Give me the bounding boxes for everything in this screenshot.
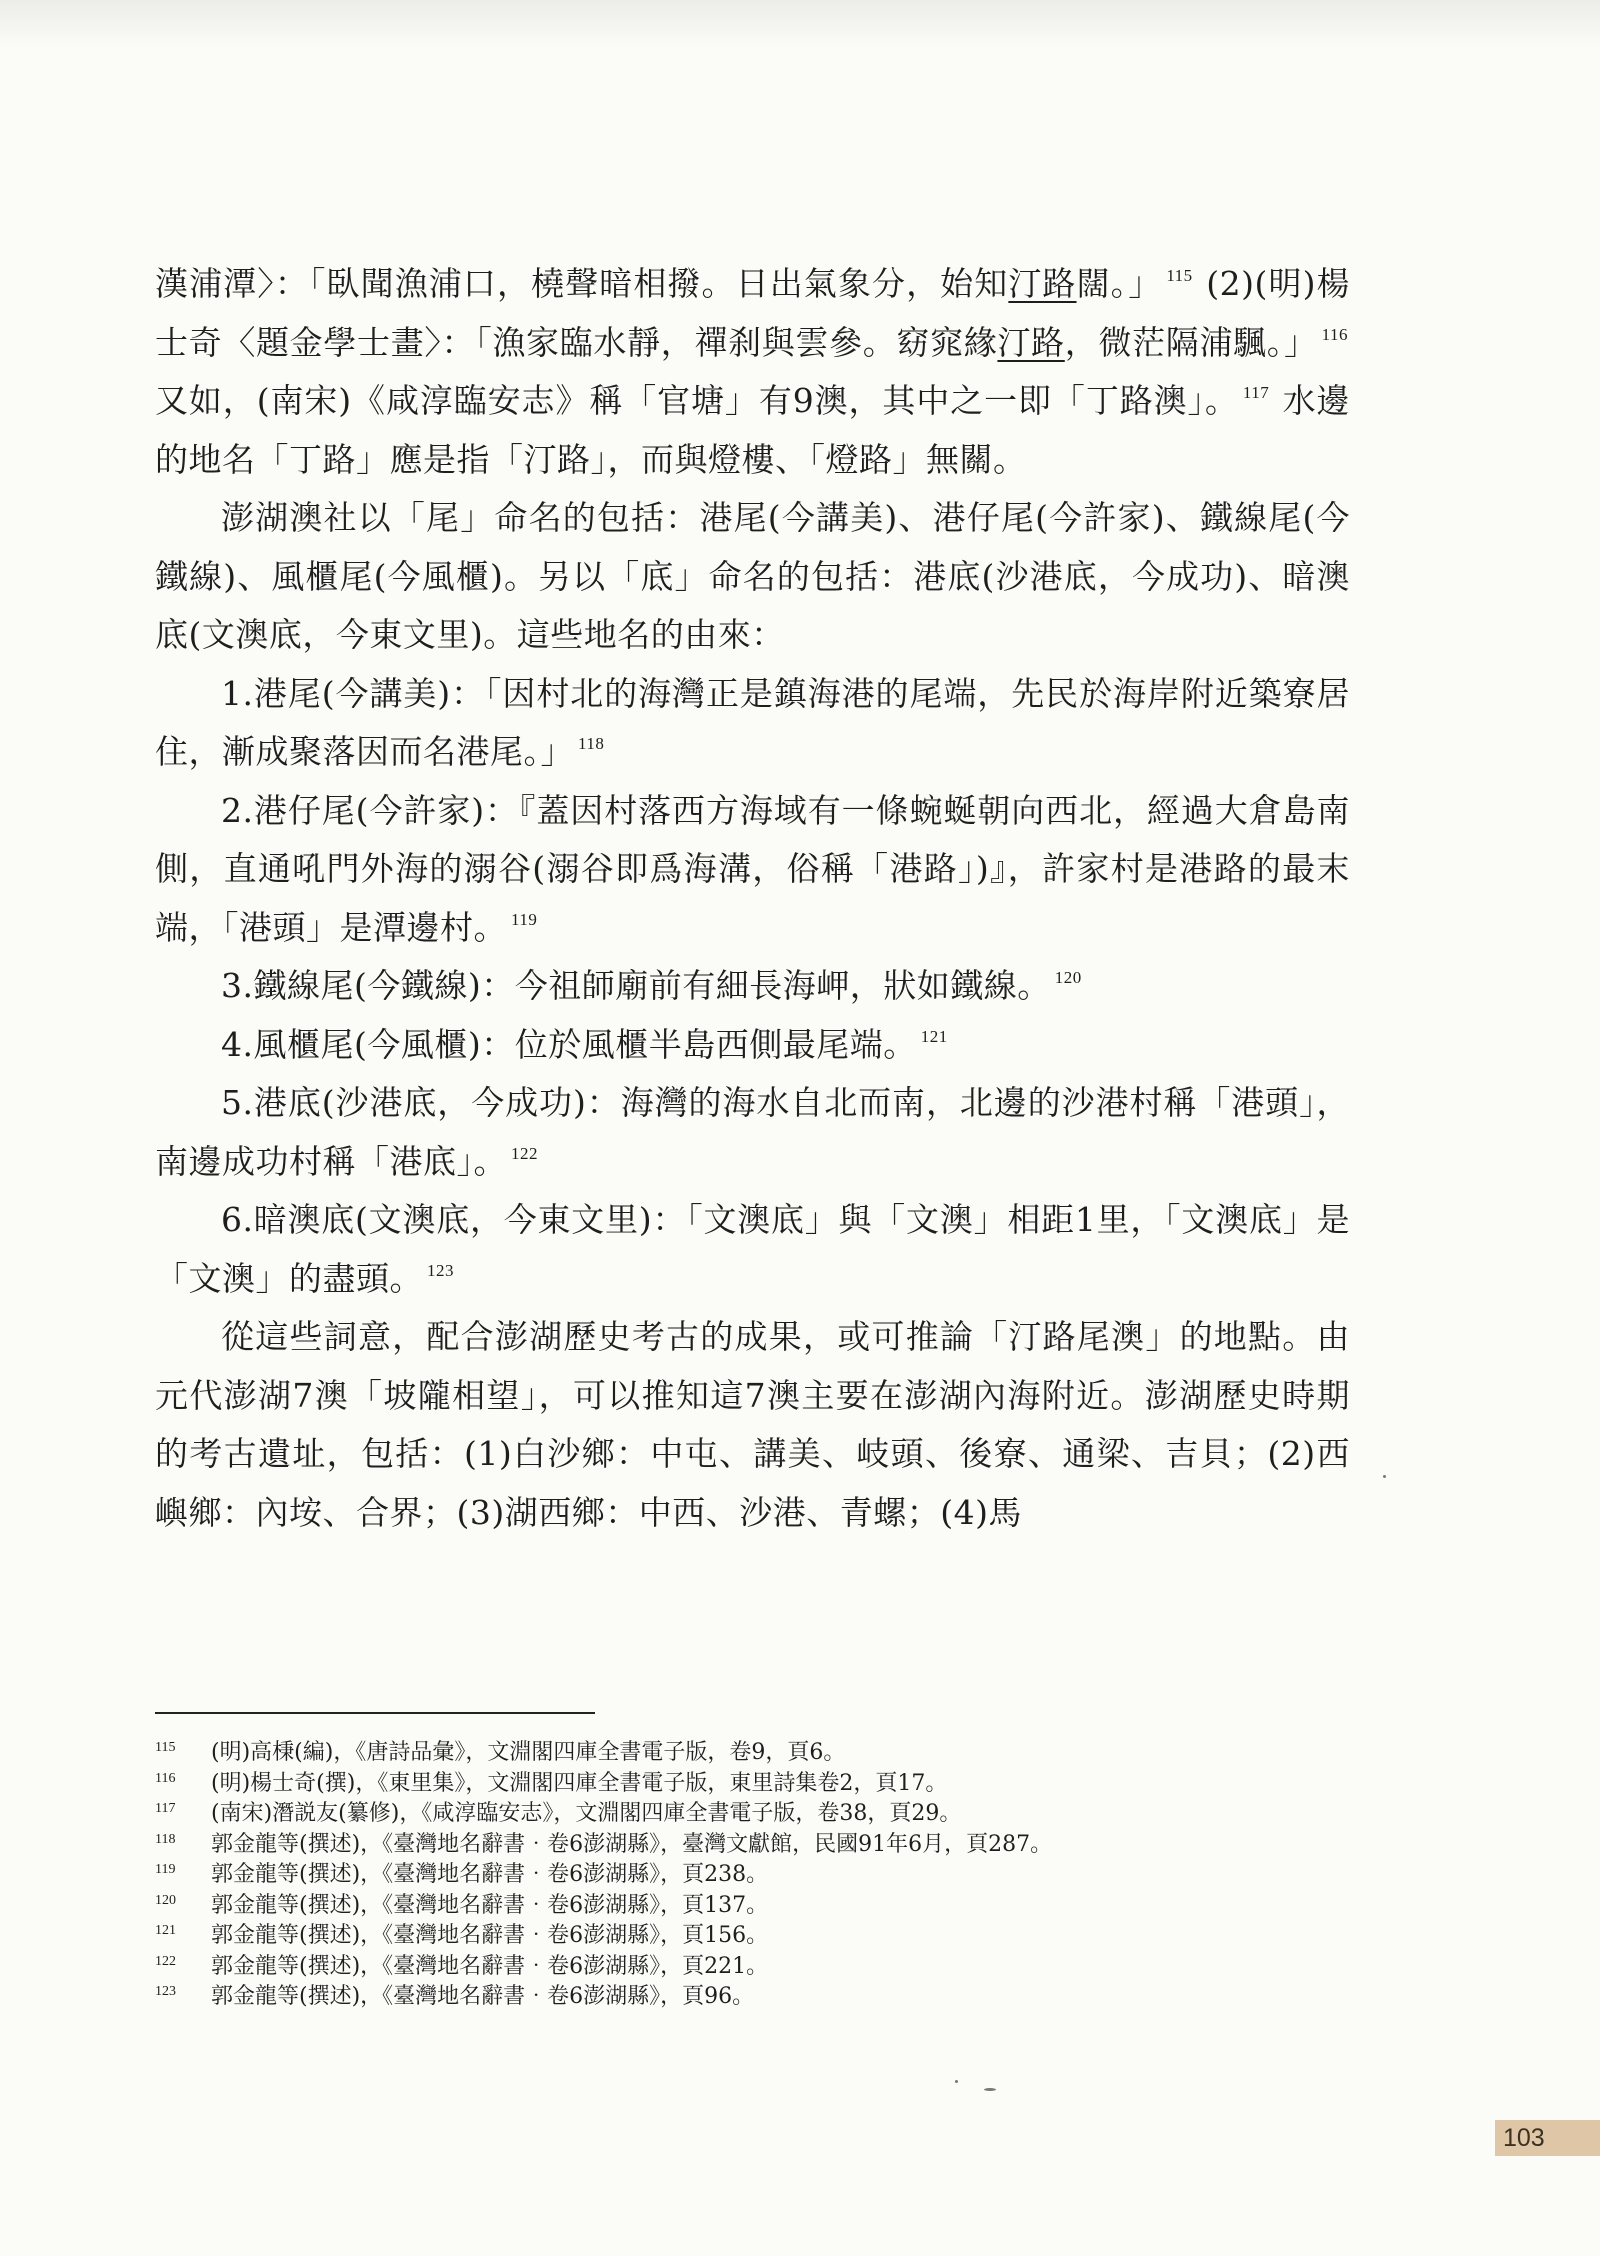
footnote	[155, 1891, 1350, 1922]
footnote-ref: 116	[1321, 324, 1349, 344]
text-run: 6.暗澳底(文澳底，今東文里)：「文澳底」與「文澳」相距1里，「文澳底」是「文澳」的盡頭。	[155, 1200, 1350, 1298]
footnote-ref: 123	[427, 1260, 454, 1280]
footnote-text: (明)高棅(編)，《唐詩品彙》，文淵閣四庫全書電子版，卷9，頁6。	[211, 1740, 846, 1765]
paragraph	[155, 1308, 1350, 1542]
underlined-term: 汀路	[997, 322, 1065, 362]
footnote-number: 122	[155, 1953, 176, 1969]
list-item	[155, 1016, 1350, 1075]
page-number: 103	[1503, 2124, 1545, 2152]
footnote-number: 118	[155, 1831, 176, 1847]
footnote-number: 116	[155, 1770, 176, 1786]
text-run: 水邊的地名「丁路」應是指「汀路」，而與燈樓、「燈路」無關。	[155, 381, 1350, 479]
footnote	[155, 1860, 1350, 1891]
list-item	[155, 782, 1350, 958]
footnote	[155, 1982, 1350, 2013]
footnote-ref: 117	[1242, 383, 1270, 402]
footnote-number: 123	[155, 1984, 176, 1999]
text-run: 5.港底(沙港底，今成功)：海灣的海水自北而南，北邊的沙港村稱「港頭」，南邊成功村稱「港底」。	[155, 1083, 1350, 1181]
text-run: 漢浦潭〉：「臥聞漁浦口，橈聲暗相撥。日出氣象分，始知	[155, 264, 1009, 303]
footnote-separator	[155, 1712, 595, 1714]
footnote-number: 115	[155, 1740, 176, 1755]
footnote-number: 120	[155, 1892, 176, 1908]
scan-speck	[955, 2080, 958, 2083]
footnote-text: 郭金龍等(撰述)，《臺灣地名辭書‧卷6澎湖縣》，頁221。	[211, 1953, 769, 1979]
footnote-text: 郭金龍等(撰述)，《臺灣地名辭書‧卷6澎湖縣》，頁96。	[211, 1984, 755, 2009]
footnote-number: 121	[155, 1923, 176, 1938]
footnote	[155, 1830, 1350, 1861]
footnote-text: 郭金龍等(撰述)，《臺灣地名辭書‧卷6澎湖縣》，頁156。	[211, 1923, 769, 1948]
footnote-number: 119	[155, 1862, 176, 1877]
footnote-text: (明)楊士奇(撰)，《東里集》，文淵閣四庫全書電子版，東里詩集卷2，頁17。	[211, 1770, 948, 1796]
footnote-ref: 122	[511, 1143, 538, 1163]
text-run: 3.鐵線尾(今鐵線)：今祖師廟前有細長海岬，狀如鐵線。	[221, 966, 1051, 1005]
list-item	[155, 1191, 1350, 1308]
footnote-text: 郭金龍等(撰述)，《臺灣地名辭書‧卷6澎湖縣》，臺灣文獻館，民國91年6月，頁287。	[211, 1831, 1053, 1857]
footnote	[155, 1799, 1350, 1830]
footnote-ref: 121	[920, 1026, 948, 1046]
text-run: (2)(明)楊士奇〈題金學士畫〉：「漁家臨水靜，禪刹與雲參。窈窕緣	[155, 264, 1351, 362]
footnote	[155, 1952, 1350, 1983]
text-run: 4.風櫃尾(今風櫃)：位於風櫃半島西側最尾端。	[221, 1024, 917, 1064]
scan-speck	[984, 2088, 996, 2091]
footnote-ref: 115	[1166, 266, 1193, 285]
footnotes	[155, 1738, 1350, 2013]
list-item	[155, 1074, 1350, 1191]
footnote-ref: 120	[1054, 968, 1082, 987]
underlined-term: 汀路	[1008, 264, 1077, 303]
page-number-tab	[1495, 2120, 1600, 2156]
text-run: 闊。」	[1076, 264, 1163, 303]
footnote-number: 117	[155, 1801, 176, 1816]
text-run: 從這些詞意，配合澎湖歷史考古的成果，或可推論「汀路尾澳」的地點。由元代澎湖7澳「坡隴相望」，可以推知這7澳主要在澎湖內海附近。澎湖歷史時期的考古遺址，包括：(1)白沙鄉：中屯、講美、岐頭、後寮、通梁、吉貝；(2)西嶼鄉：內垵、合界；(3)湖西鄉：中西、沙港、青螺；(4)馬	[155, 1317, 1350, 1532]
text-run: 2.港仔尾(今許家)：『蓋因村落西方海域有一條蜿蜒朝向西北，經過大倉島南側，直通吼門外海的溺谷(溺谷即爲海溝，俗稱「港路」)』，許家村是港路的最末端，「港頭」是潭邊村。	[155, 790, 1350, 947]
paragraph	[155, 489, 1350, 665]
list-item	[155, 957, 1350, 1016]
text-run: 又如，(南宋)《咸淳臨安志》稱「官塘」有9澳，其中之一即「丁路澳」。	[155, 381, 1239, 420]
scan-speck	[1383, 1475, 1386, 1478]
list-item	[155, 665, 1350, 782]
footnote	[155, 1921, 1350, 1952]
footnote-text: (南宋)潛説友(纂修)，《咸淳臨安志》，文淵閣四庫全書電子版，卷38，頁29。	[211, 1801, 962, 1826]
footnote-text: 郭金龍等(撰述)，《臺灣地名辭書‧卷6澎湖縣》，頁137。	[211, 1892, 769, 1918]
text-run: 1.港尾(今講美)：「因村北的海灣正是鎮海港的尾端，先民於海岸附近築寮居住，漸成聚落因而名港尾。」	[155, 673, 1350, 771]
text-run: ，微茫隔浦颿。」	[1064, 322, 1318, 362]
footnote	[155, 1769, 1350, 1800]
footnote-ref: 118	[578, 734, 605, 753]
page-top-shading	[0, 0, 1600, 48]
paragraph	[155, 255, 1350, 489]
main-text	[155, 255, 1350, 1542]
text-run: 澎湖澳社以「尾」命名的包括：港尾(今講美)、港仔尾(今許家)、鐵線尾(今鐵線)、風櫃尾(今風櫃)。另以「底」命名的包括：港底(沙港底，今成功)、暗澳底(文澳底，今東文里)。這些地名的由來：	[155, 498, 1350, 654]
footnote	[155, 1738, 1350, 1769]
footnote-text: 郭金龍等(撰述)，《臺灣地名辭書‧卷6澎湖縣》，頁238。	[211, 1862, 769, 1887]
footnote-ref: 119	[511, 909, 538, 929]
